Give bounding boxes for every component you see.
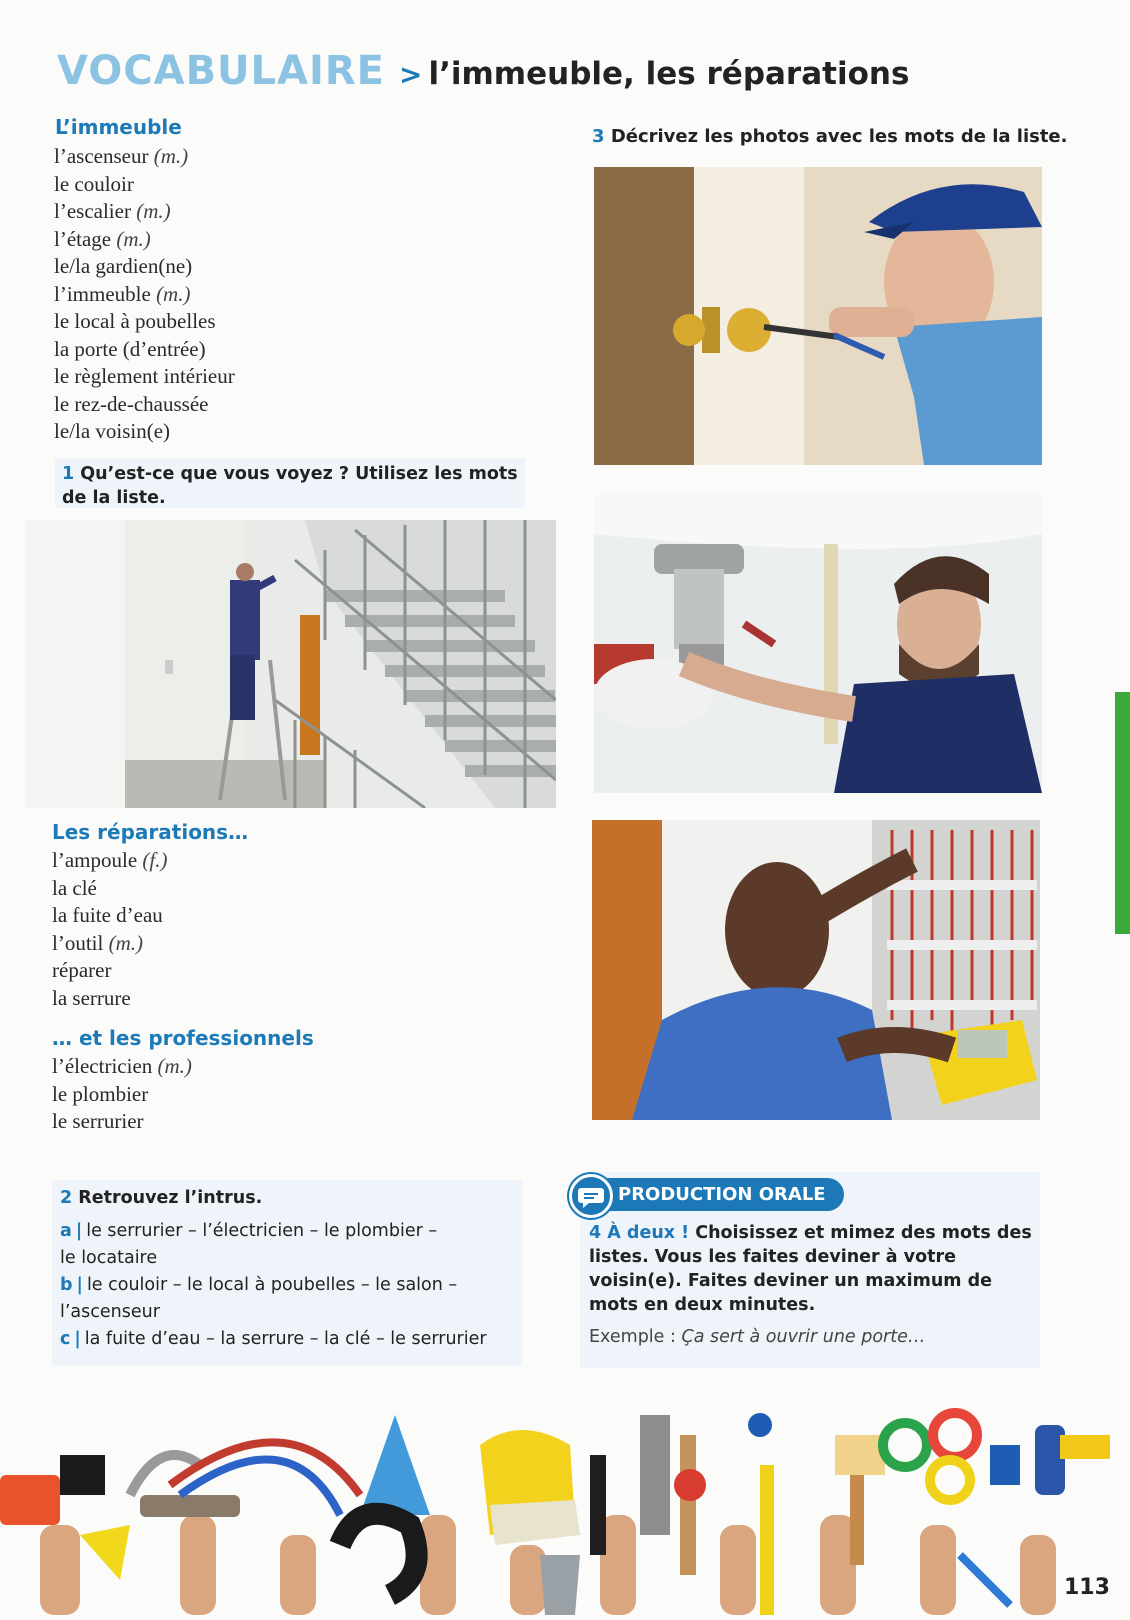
list-item: l’outil (m.) bbox=[52, 930, 143, 955]
list-item: la serrure bbox=[52, 985, 131, 1010]
tools-illustration bbox=[0, 1405, 1130, 1615]
list-item: le serrurier bbox=[52, 1109, 144, 1133]
list-item: l’étage (m.) bbox=[54, 226, 151, 251]
section-reparations-title: Les réparations… bbox=[52, 820, 249, 844]
list-item: réparer bbox=[52, 958, 112, 982]
exercise-3-instruction: 3 Décrivez les photos avec les mots de la liste. bbox=[592, 126, 1068, 147]
section-immeuble-title: L’immeuble bbox=[55, 115, 182, 139]
list-item: le plombier bbox=[52, 1081, 149, 1106]
list-item: l’électricien (m.) bbox=[52, 1054, 192, 1078]
exercise-2-item-a: a | le serrurier – l’électricien – le plombier – le locataire bbox=[60, 1221, 438, 1268]
immeuble-word-list bbox=[54, 143, 235, 446]
list-item: le local à poubelles bbox=[54, 309, 216, 333]
professionnels-word-list bbox=[52, 1053, 192, 1136]
production-orale-badge: PRODUCTION ORALE bbox=[596, 1178, 844, 1211]
exercise-4-instruction: 4 À deux ! Choisissez et mimez des mots des listes. Vous les faites deviner à votre voisin(e). Faites deviner un maximum de mots en deux minutes. bbox=[589, 1223, 1032, 1315]
list-item: le/la voisin(e) bbox=[54, 419, 171, 443]
page-title bbox=[57, 48, 909, 94]
reparations-word-list bbox=[52, 847, 167, 1012]
list-item: l’escalier (m.) bbox=[54, 199, 171, 223]
section-professionnels-title: … et les professionnels bbox=[52, 1026, 314, 1050]
list-item: l’immeuble (m.) bbox=[54, 281, 191, 306]
list-item: le rez-de-chaussée bbox=[54, 391, 209, 416]
unit-name bbox=[1090, 896, 1130, 920]
title-subtitle: l’immeuble, les réparations bbox=[428, 56, 910, 92]
list-item: la fuite d’eau bbox=[52, 903, 163, 927]
photo-plumber bbox=[594, 494, 1042, 793]
list-item: la porte (d’entrée) bbox=[54, 336, 206, 361]
exercise-2-instruction: 2 Retrouvez l’intrus. bbox=[60, 1188, 263, 1208]
speech-bubble-icon bbox=[569, 1174, 613, 1218]
photo-locksmith bbox=[594, 167, 1042, 465]
list-item: l’ascenseur (m.) bbox=[54, 144, 189, 168]
exercise-2-item-b: b | le couloir – le local à poubelles – le salon – l’ascenseur bbox=[60, 1275, 458, 1322]
exercise-4-example: Exemple : Ça sert à ouvrir une porte… bbox=[589, 1327, 926, 1347]
list-item: la clé bbox=[52, 875, 97, 900]
photo-electrician bbox=[592, 820, 1040, 1120]
list-item: le règlement intérieur bbox=[54, 364, 235, 388]
unit-side-label bbox=[1090, 700, 1114, 920]
page-number: 113 bbox=[1064, 1575, 1110, 1600]
title-arrow: > bbox=[399, 58, 423, 91]
list-item: le couloir bbox=[54, 171, 134, 196]
list-item: l’ampoule (f.) bbox=[52, 848, 168, 872]
list-item: le/la gardien(ne) bbox=[54, 254, 193, 278]
exercise-1-instruction: 1 Qu’est-ce que vous voyez ? Utilisez les mots de la liste. bbox=[62, 464, 518, 508]
title-vocabulaire: VOCABULAIRE bbox=[57, 48, 385, 94]
photo-stairwell bbox=[25, 520, 556, 808]
exercise-2-item-c: c | la fuite d’eau – la serrure – la clé – le serrurier bbox=[60, 1329, 487, 1349]
